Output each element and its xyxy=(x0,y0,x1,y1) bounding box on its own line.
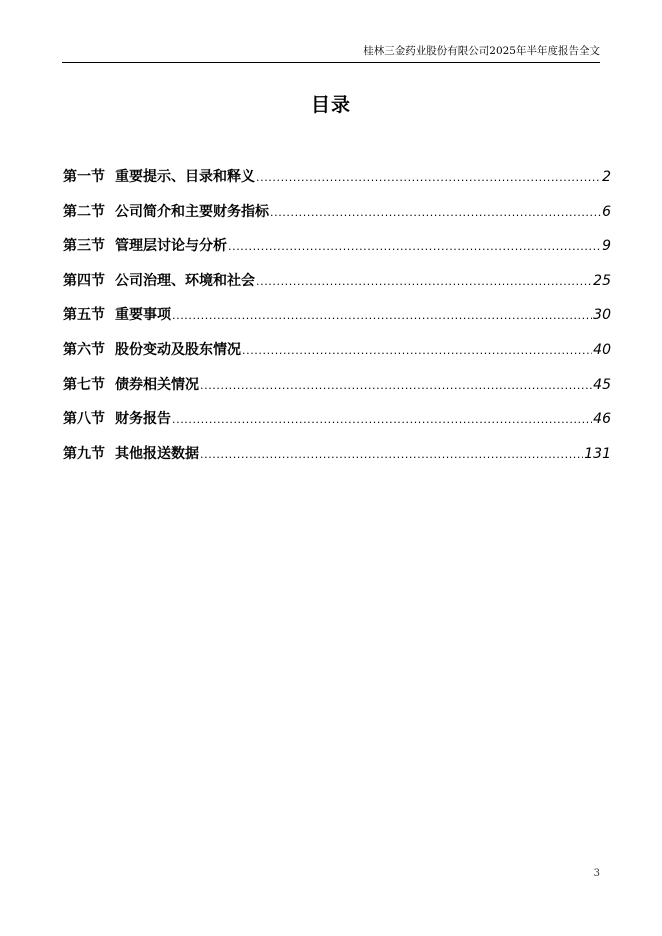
toc-section-title: 管理层讨论与分析 xyxy=(115,238,227,255)
toc-section-number: 第五节 xyxy=(63,307,105,324)
toc-list xyxy=(63,166,611,477)
toc-entry[interactable] xyxy=(63,339,611,374)
toc-dot-leader xyxy=(200,379,592,392)
toc-entry[interactable] xyxy=(63,270,611,305)
toc-dot-leader xyxy=(172,413,592,426)
toc-entry[interactable] xyxy=(63,304,611,339)
toc-section-number: 第二节 xyxy=(63,203,105,220)
toc-dot-leader xyxy=(242,344,592,357)
toc-section-number: 第一节 xyxy=(63,169,105,185)
toc-dot-leader xyxy=(256,171,601,184)
toc-title: 目录 xyxy=(310,94,351,116)
toc-dot-leader xyxy=(228,240,601,253)
toc-page-number: 9 xyxy=(602,238,611,255)
toc-entry[interactable] xyxy=(63,408,611,443)
toc-page-number: 131 xyxy=(584,445,611,462)
toc-section-title: 公司简介和主要财务指标 xyxy=(115,203,269,220)
toc-dot-leader xyxy=(256,275,592,288)
toc-entry[interactable] xyxy=(63,201,611,236)
toc-section-title: 股份变动及股东情况 xyxy=(115,341,241,358)
toc-section-number: 第三节 xyxy=(63,238,105,255)
toc-section-number: 第七节 xyxy=(63,376,105,393)
toc-entry[interactable] xyxy=(63,443,611,478)
toc-dot-leader xyxy=(200,448,583,461)
toc-entry[interactable] xyxy=(63,166,611,201)
toc-page-number: 25 xyxy=(593,272,611,289)
toc-section-title: 重要提示、目录和释义 xyxy=(115,169,255,185)
footer-page-number: 3 xyxy=(593,868,600,879)
toc-entry[interactable] xyxy=(63,374,611,409)
toc-page-number: 6 xyxy=(602,203,611,220)
header-text: 桂林三金药业股份有限公司2025年半年度报告全文 xyxy=(363,45,600,57)
toc-dot-leader xyxy=(172,309,592,322)
toc-page-number: 2 xyxy=(602,169,611,185)
toc-section-title: 债券相关情况 xyxy=(115,376,199,393)
toc-section-number: 第四节 xyxy=(63,272,105,289)
toc-section-title: 其他报送数据 xyxy=(115,445,199,462)
toc-entry[interactable] xyxy=(63,235,611,270)
toc-section-number: 第九节 xyxy=(63,445,105,462)
toc-section-title: 重要事项 xyxy=(115,307,171,324)
toc-section-number: 第八节 xyxy=(63,411,105,428)
toc-page-number: 46 xyxy=(593,411,611,428)
page-header xyxy=(62,44,600,63)
toc-section-number: 第六节 xyxy=(63,341,105,358)
toc-page-number: 30 xyxy=(593,307,611,324)
toc-dot-leader xyxy=(270,206,601,219)
toc-page-number: 40 xyxy=(593,341,611,358)
toc-section-title: 财务报告 xyxy=(115,411,171,428)
toc-page-number: 45 xyxy=(593,376,611,393)
toc-section-title: 公司治理、环境和社会 xyxy=(115,272,255,289)
